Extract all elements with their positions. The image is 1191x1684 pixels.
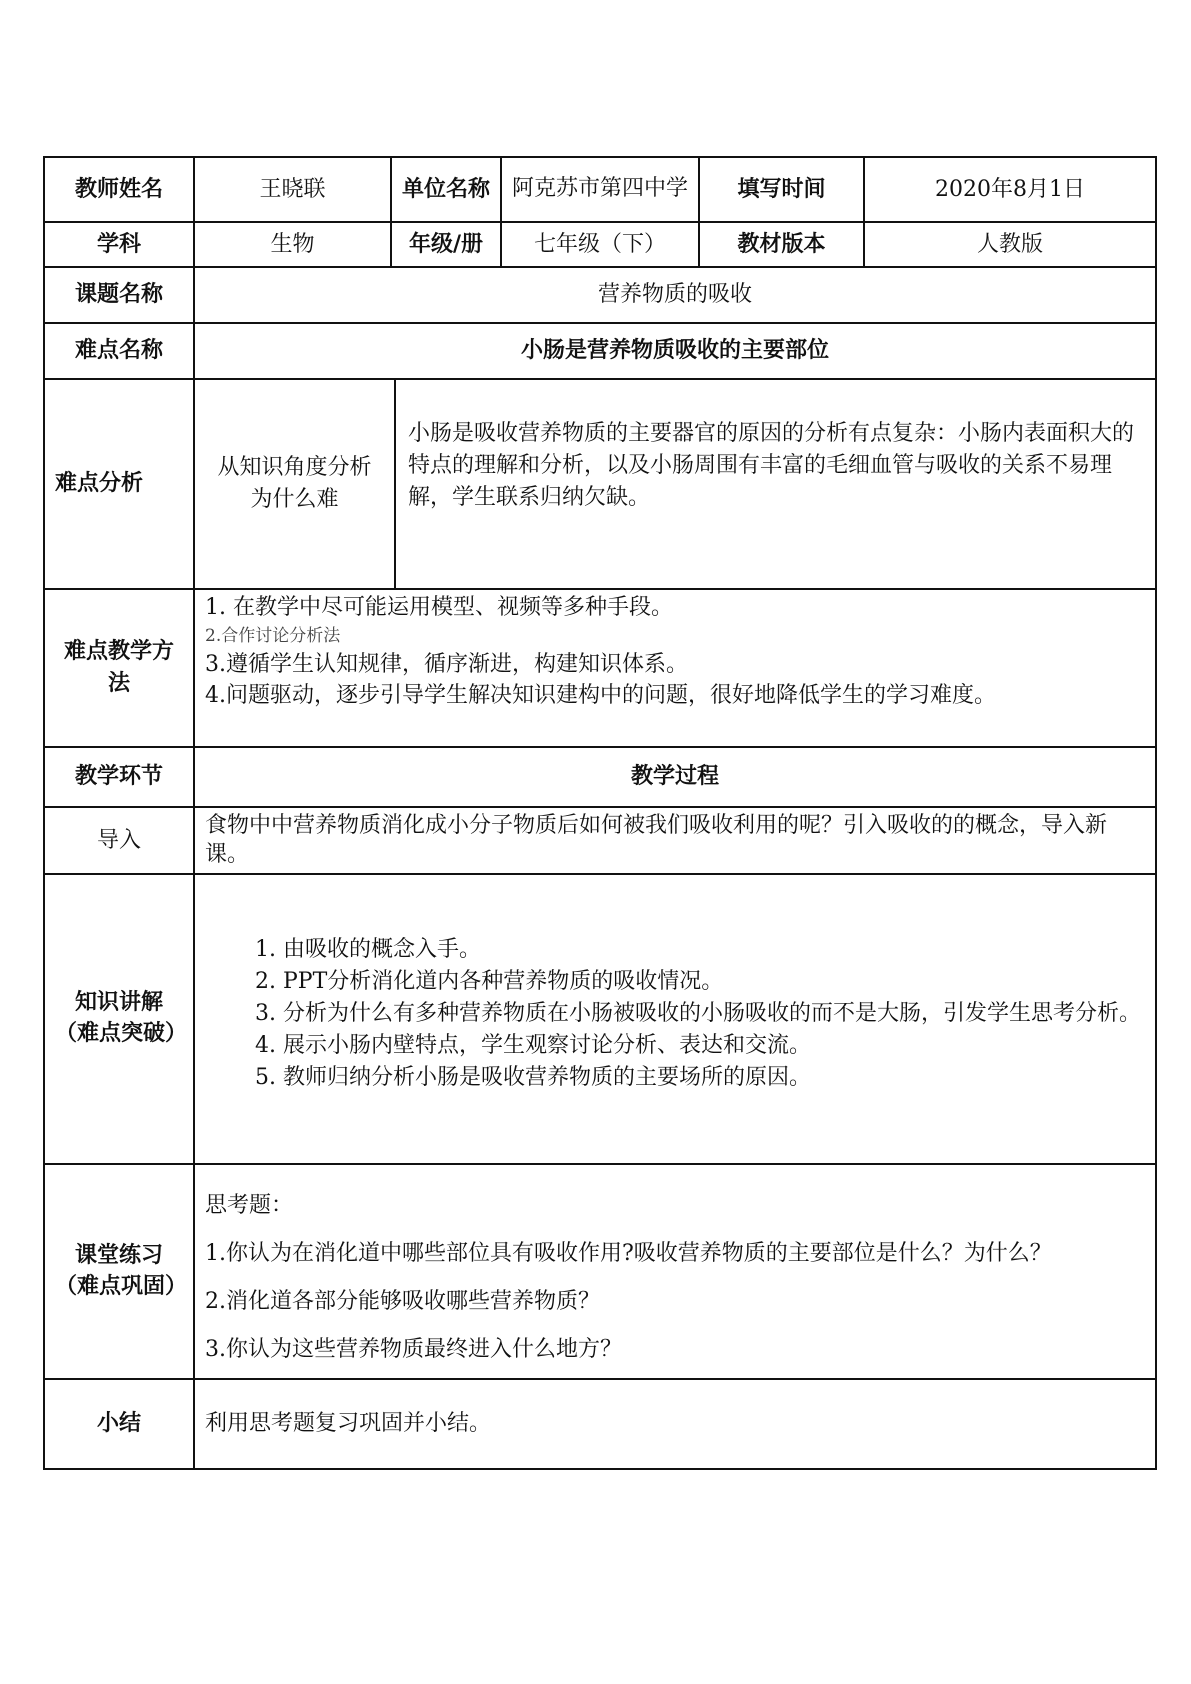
methods-label: 难点教学方法 xyxy=(44,589,194,747)
row-difficulty xyxy=(44,323,1156,379)
difficulty-label: 难点名称 xyxy=(44,323,194,379)
exercise-list xyxy=(194,1164,1156,1379)
teacher-name-value: 王晓联 xyxy=(194,157,391,222)
textbook-label: 教材版本 xyxy=(699,222,864,267)
intro-label: 导入 xyxy=(44,807,194,874)
difficulty-value: 小肠是营养物质吸收的主要部位 xyxy=(194,323,1156,379)
lesson-plan-table xyxy=(43,156,1157,1470)
analysis-text: 小肠是吸收营养物质的主要器官的原因的分析有点复杂：小肠内表面积大的特点的理解和分析，以及小肠周围有丰富的毛细血管与吸收的关系不易理解，学生联系归纳欠缺。 xyxy=(408,421,1135,510)
knowledge-item: 4. 展示小肠内壁特点，学生观察讨论分析、表达和交流。 xyxy=(255,1033,811,1059)
subject-value: 生物 xyxy=(194,222,391,267)
grade-value: 七年级（下） xyxy=(501,222,699,267)
exercise-item: 3.你认为这些营养物质最终进入什么地方？ xyxy=(205,1336,622,1362)
row-exercise xyxy=(44,1164,1156,1379)
row-methods xyxy=(44,589,1156,747)
method-item: 1. 在教学中尽可能运用模型、视频等多种手段。 xyxy=(205,595,673,620)
row-process-header xyxy=(44,747,1156,807)
lesson-plan-page xyxy=(43,156,1155,1470)
row-intro xyxy=(44,807,1156,874)
topic-label: 课题名称 xyxy=(44,267,194,323)
knowledge-list xyxy=(194,874,1156,1164)
exercise-intro: 思考题： xyxy=(205,1192,294,1218)
process-value: 教学过程 xyxy=(194,747,1156,807)
teacher-name-label: 教师姓名 xyxy=(44,157,194,222)
intro-text: 食物中中营养物质消化成小分子物质后如何被我们吸收利用的呢？引入吸收的的概念，导入新课。 xyxy=(194,807,1156,874)
row-subject-info xyxy=(44,222,1156,267)
exercise-label: 课堂练习（难点巩固） xyxy=(44,1164,194,1379)
fill-time-value: 2020年8月1日 xyxy=(864,157,1156,222)
row-knowledge xyxy=(44,874,1156,1164)
textbook-value: 人教版 xyxy=(864,222,1156,267)
summary-text: 利用思考题复习巩固并小结。 xyxy=(194,1379,1156,1469)
methods-list xyxy=(194,589,1156,747)
process-label: 教学环节 xyxy=(44,747,194,807)
summary-label: 小结 xyxy=(44,1379,194,1469)
knowledge-item: 1. 由吸收的概念入手。 xyxy=(255,937,481,963)
method-item: 4.问题驱动，逐步引导学生解决知识建构中的问题，很好地降低学生的学习难度。 xyxy=(205,683,996,709)
topic-value: 营养物质的吸收 xyxy=(194,267,1156,323)
grade-label: 年级/册 xyxy=(391,222,501,267)
row-summary xyxy=(44,1379,1156,1469)
analysis-sub-label: 从知识角度分析为什么难 xyxy=(195,380,395,588)
exercise-item: 2.消化道各部分能够吸收哪些营养物质？ xyxy=(205,1288,600,1314)
knowledge-item: 2. PPT分析消化道内各种营养物质的吸收情况。 xyxy=(255,969,724,995)
knowledge-label: 知识讲解（难点突破） xyxy=(44,874,194,1164)
knowledge-item: 5. 教师归纳分析小肠是吸收营养物质的主要场所的原因。 xyxy=(255,1065,811,1091)
row-teacher-info xyxy=(44,157,1156,222)
subject-label: 学科 xyxy=(44,222,194,267)
method-item: 3.遵循学生认知规律，循序渐进，构建知识体系。 xyxy=(205,651,688,677)
unit-name-label: 单位名称 xyxy=(391,157,501,222)
exercise-item: 1.你认为在消化道中哪些部位具有吸收作用?吸收营养物质的主要部位是什么？为什么？ xyxy=(205,1240,1052,1266)
fill-time-label: 填写时间 xyxy=(699,157,864,222)
analysis-label: 难点分析 xyxy=(44,379,194,589)
unit-name-value: 阿克苏市第四中学 xyxy=(501,157,699,222)
knowledge-item: 3. 分析为什么有多种营养物质在小肠被吸收的小肠吸收的而不是大肠，引发学生思考分析。 xyxy=(255,1001,1141,1027)
method-item: 2.合作讨论分析法 xyxy=(205,625,341,646)
row-topic xyxy=(44,267,1156,323)
row-analysis xyxy=(44,379,1156,589)
